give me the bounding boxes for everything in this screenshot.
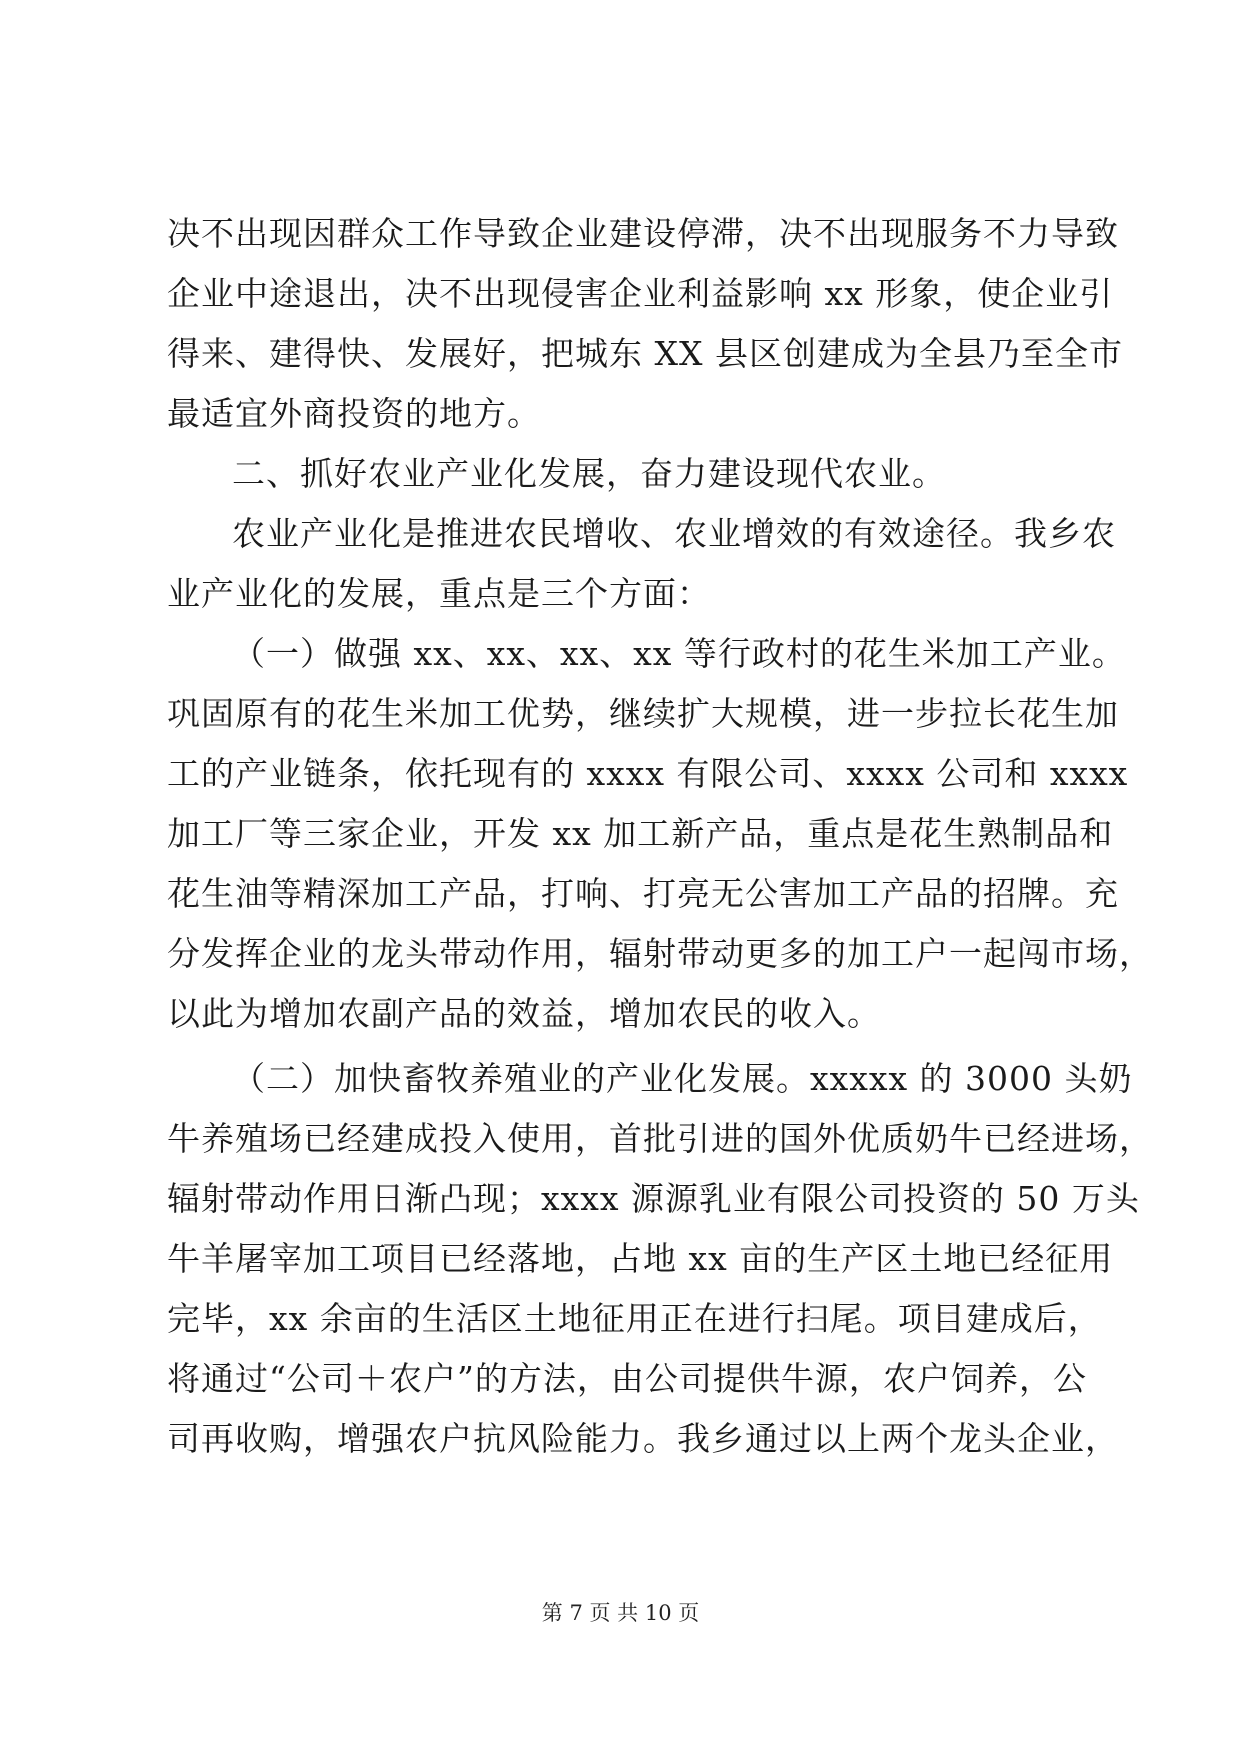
section-heading: 二、抓好农业产业化发展，奋力建设现代农业。	[232, 454, 946, 493]
text-line: 业产业化的发展，重点是三个方面：	[167, 574, 711, 613]
text-line: 巩固原有的花生米加工优势，继续扩大规模，进一步拉长花生加	[167, 694, 1119, 733]
text-line: 分发挥企业的龙头带动作用，辐射带动更多的加工户一起闯市场，	[167, 934, 1153, 973]
text-line: 辐射带动作用日渐凸现；xxxx 源源乳业有限公司投资的 50 万头	[167, 1179, 1140, 1218]
text-line: 牛养殖场已经建成投入使用，首批引进的国外优质奶牛已经进场，	[167, 1119, 1153, 1158]
text-line: 加工厂等三家企业，开发 xx 加工新产品，重点是花生熟制品和	[167, 814, 1114, 853]
text-line: 农业产业化是推进农民增收、农业增效的有效途径。我乡农	[232, 514, 1116, 553]
text-line: 得来、建得快、发展好，把城东 XX 县区创建成为全县乃至全市	[167, 334, 1123, 373]
text-line: 工的产业链条，依托现有的 xxxx 有限公司、xxxx 公司和 xxxx	[167, 754, 1129, 793]
text-line: 以此为增加农副产品的效益，增加农民的收入。	[167, 994, 881, 1033]
text-line: 决不出现因群众工作导致企业建设停滞，决不出现服务不力导致	[167, 214, 1119, 253]
text-line: 最适宜外商投资的地方。	[167, 394, 541, 433]
text-line: 将通过“公司＋农户”的方法，由公司提供牛源，农户饲养，公	[167, 1359, 1087, 1398]
text-line: 牛羊屠宰加工项目已经落地，占地 xx 亩的生产区土地已经征用	[167, 1239, 1114, 1278]
subsection-heading: （一）做强 xx、xx、xx、xx 等行政村的花生米加工产业。	[232, 634, 1126, 673]
subsection-heading: （二）加快畜牧养殖业的产业化发展。xxxxx 的 3000 头奶	[232, 1059, 1133, 1098]
text-line: 花生油等精深加工产品，打响、打亮无公害加工产品的招牌。充	[167, 874, 1119, 913]
text-line: 司再收购，增强农户抗风险能力。我乡通过以上两个龙头企业，	[167, 1419, 1119, 1458]
text-line: 完毕，xx 余亩的生活区土地征用正在进行扫尾。项目建成后，	[167, 1299, 1102, 1338]
page-footer: 第 7 页 共 10 页	[541, 1601, 700, 1625]
text-line: 企业中途退出，决不出现侵害企业利益影响 xx 形象，使企业引	[167, 274, 1114, 313]
